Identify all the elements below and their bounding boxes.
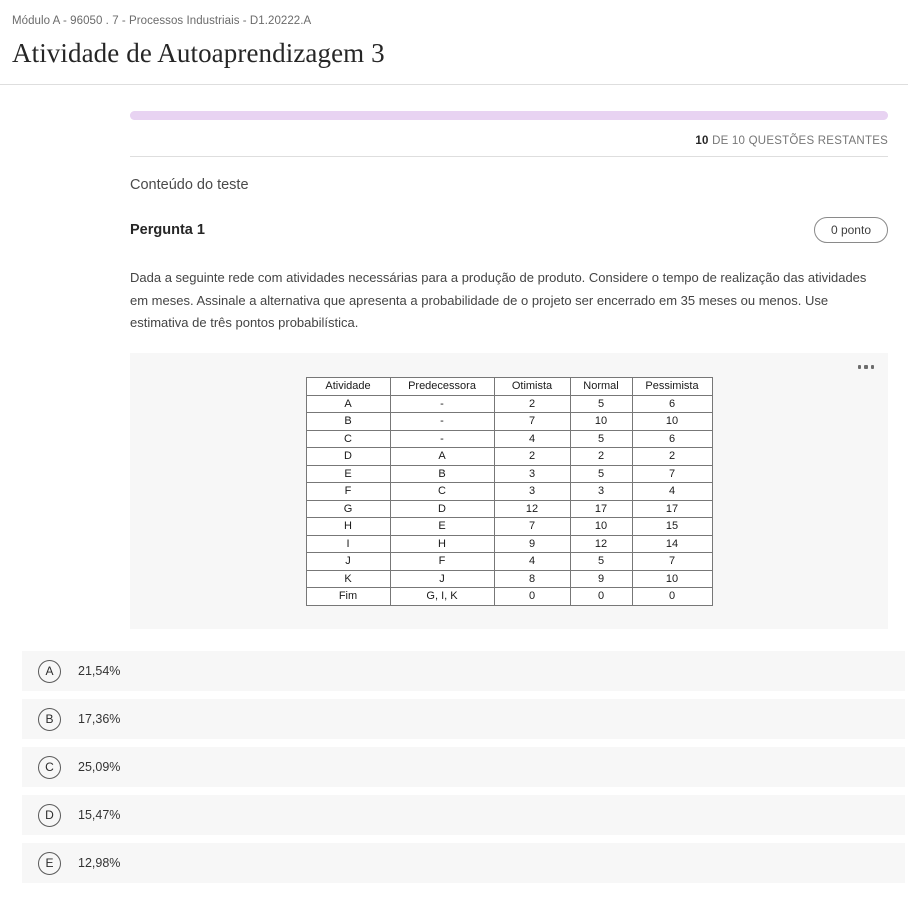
table-cell: D [306, 448, 390, 466]
table-row [306, 483, 712, 501]
table-cell: 9 [494, 535, 570, 553]
column-header-otimista: Otimista [494, 378, 570, 396]
table-cell: E [390, 518, 494, 536]
table-cell: 12 [494, 500, 570, 518]
answer-option-c[interactable] [22, 747, 905, 787]
table-cell: 0 [632, 588, 712, 606]
assessment-container [130, 85, 888, 629]
table-cell: 6 [632, 395, 712, 413]
table-cell: Fim [306, 588, 390, 606]
questions-remaining-label: DE 10 QUESTÕES RESTANTES [708, 135, 888, 148]
breadcrumb: Módulo A - 96050 . 7 - Processos Industriais - D1.20222.A [12, 15, 312, 27]
table-row [306, 500, 712, 518]
answer-options-list [0, 651, 908, 883]
table-cell: G [306, 500, 390, 518]
table-cell: J [306, 553, 390, 571]
table-body [306, 395, 712, 605]
table-cell: E [306, 465, 390, 483]
table-row [306, 465, 712, 483]
table-cell: 2 [570, 448, 632, 466]
option-letter-badge: B [38, 708, 61, 731]
table-cell: K [306, 570, 390, 588]
option-text: 21,54% [78, 664, 121, 679]
ellipsis-icon[interactable] [858, 365, 875, 369]
table-cell: 7 [494, 518, 570, 536]
table-cell: 14 [632, 535, 712, 553]
table-cell: 8 [494, 570, 570, 588]
table-row [306, 553, 712, 571]
table-cell: 6 [632, 430, 712, 448]
table-cell: I [306, 535, 390, 553]
ellipsis-dot [864, 365, 868, 369]
table-cell: 7 [494, 413, 570, 431]
table-cell: H [306, 518, 390, 536]
ellipsis-dot [871, 365, 875, 369]
table-cell: - [390, 430, 494, 448]
table-row [306, 395, 712, 413]
table-cell: 10 [632, 570, 712, 588]
table-cell: 17 [570, 500, 632, 518]
option-text: 12,98% [78, 856, 121, 871]
table-cell: 4 [494, 553, 570, 571]
table-cell: 7 [632, 553, 712, 571]
table-cell: F [390, 553, 494, 571]
table-cell: F [306, 483, 390, 501]
questions-remaining-count: 10 [695, 135, 709, 148]
table-cell: 15 [632, 518, 712, 536]
table-cell: 17 [632, 500, 712, 518]
table-cell: 12 [570, 535, 632, 553]
table-row [306, 413, 712, 431]
column-header-atividade: Atividade [306, 378, 390, 396]
table-header-row [306, 378, 712, 396]
option-letter-badge: E [38, 852, 61, 875]
table-cell: 3 [494, 465, 570, 483]
table-row [306, 588, 712, 606]
questions-remaining [130, 135, 888, 156]
page-header [0, 0, 908, 71]
table-cell: G, I, K [390, 588, 494, 606]
table-cell: - [390, 413, 494, 431]
table-row [306, 535, 712, 553]
table-cell: 10 [570, 413, 632, 431]
option-text: 25,09% [78, 760, 121, 775]
answer-option-a[interactable] [22, 651, 905, 691]
table-cell: H [390, 535, 494, 553]
page-title: Atividade de Autoaprendizagem 3 [12, 37, 385, 68]
question-number: Pergunta 1 [130, 222, 205, 239]
option-letter-badge: A [38, 660, 61, 683]
table-cell: 4 [494, 430, 570, 448]
option-text: 17,36% [78, 712, 121, 727]
table-cell: D [390, 500, 494, 518]
option-letter-badge: C [38, 756, 61, 779]
question-text: Dada a seguinte rede com atividades necessárias para a produção de produto. Considere o tempo de realização das atividades em meses. Assinale a alternativa que apresenta a probabilidade de o projeto ser encerrado em 35 meses ou menos. Use estimativa de três pontos probabilística. [130, 270, 867, 331]
table-cell: 5 [570, 553, 632, 571]
option-text: 15,47% [78, 808, 121, 823]
table-cell: 9 [570, 570, 632, 588]
table-cell: 2 [494, 395, 570, 413]
table-cell: 5 [570, 430, 632, 448]
table-cell: 10 [570, 518, 632, 536]
column-header-pessimista: Pessimista [632, 378, 712, 396]
table-cell: A [306, 395, 390, 413]
test-content-label: Conteúdo do teste [130, 177, 249, 194]
table-cell: C [306, 430, 390, 448]
activity-network-table [306, 377, 713, 606]
table-cell: 7 [632, 465, 712, 483]
question-header [130, 217, 888, 243]
points-badge: 0 ponto [814, 217, 888, 243]
column-header-normal: Normal [570, 378, 632, 396]
table-cell: 2 [632, 448, 712, 466]
ellipsis-dot [858, 365, 862, 369]
table-cell: A [390, 448, 494, 466]
table-row [306, 570, 712, 588]
table-cell: - [390, 395, 494, 413]
table-cell: 5 [570, 395, 632, 413]
answer-option-d[interactable] [22, 795, 905, 835]
table-cell: 2 [494, 448, 570, 466]
table-cell: 5 [570, 465, 632, 483]
column-header-predecessora: Predecessora [390, 378, 494, 396]
table-cell: 3 [494, 483, 570, 501]
progress-bar-fill [130, 111, 888, 120]
table-row [306, 448, 712, 466]
table-cell: 10 [632, 413, 712, 431]
table-cell: 0 [570, 588, 632, 606]
answer-option-b[interactable] [22, 699, 905, 739]
table-row [306, 430, 712, 448]
table-cell: 0 [494, 588, 570, 606]
option-letter-badge: D [38, 804, 61, 827]
table-cell: C [390, 483, 494, 501]
table-cell: B [390, 465, 494, 483]
table-cell: 3 [570, 483, 632, 501]
table-cell: J [390, 570, 494, 588]
table-row [306, 518, 712, 536]
question-image-block [130, 353, 888, 629]
section-divider [130, 156, 888, 157]
table-cell: B [306, 413, 390, 431]
progress-bar [130, 111, 888, 120]
table-cell: 4 [632, 483, 712, 501]
answer-option-e[interactable] [22, 843, 905, 883]
